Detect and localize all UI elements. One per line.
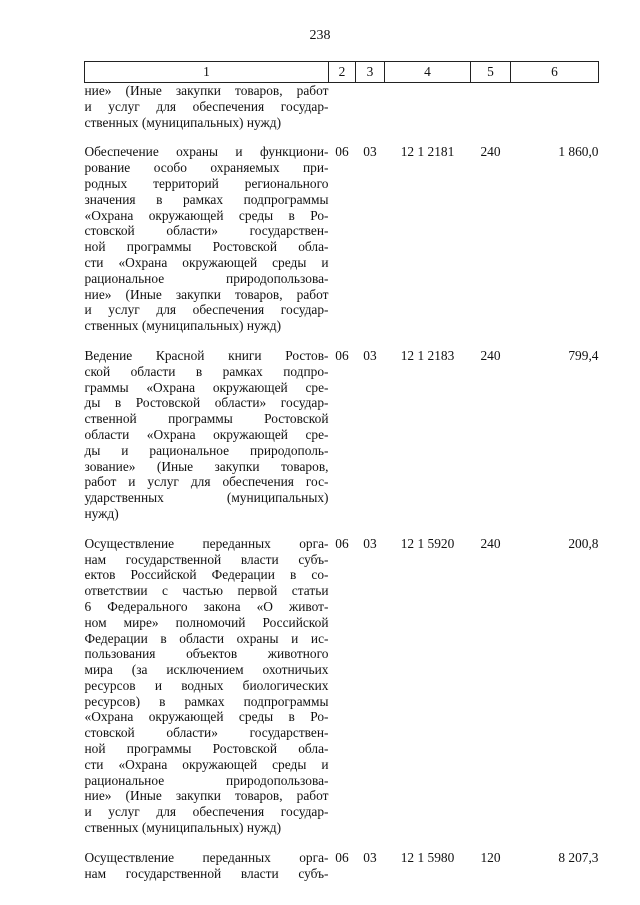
row-description: Обеспечение охраны и функциони- рование особо охраняемых при- родных территорий регионального значения в рамках подпрограммы «Охрана окружающей среды в Ро- стовской области» государствен- ной программы Ростовской обла- сти «Охрана окружающей среды и рациональное природопользова- ние» (Иные закупки товаров, работ и услуг для обеспечения государ- ственных (муниципальных) нужд) — [84, 144, 329, 334]
row-expense-type: 240 — [480, 535, 501, 551]
row-section: 06 — [335, 347, 349, 363]
page-number: 238 — [309, 28, 331, 43]
table-row — [85, 83, 599, 131]
row-description: Осуществление переданных орга- нам государственной власти субъ- ектов Российской Федерации в со- ответствии с частью первой статьи 6 Федерального закона «О живот- ном мире» полномочий Российской Федерации в области охраны и ис- пользования объектов животного мира (за исключением охотничьих ресурсов и водных биологических ресурсов) в рамках подпрограммы «Охрана окружающей среды в Ро- стовской области» государствен- ной программы Ростовской обла- сти «Охрана окружающей среды и рациональное природопользова- ние» (Иные закупки товаров, работ и услуг для обеспечения государ- ственных (муниципальных) нужд) — [84, 535, 329, 836]
col-header-3: 3 — [356, 62, 385, 83]
row-section: 06 — [335, 849, 349, 865]
row-section: 06 — [335, 535, 349, 551]
col-header-5: 5 — [471, 62, 511, 83]
col-header-2: 2 — [329, 62, 356, 83]
header-row — [85, 62, 599, 83]
row-description: ние» (Иные закупки товаров, работ и услуг для обеспечения государ- ственных (муниципальных) нужд) — [84, 83, 329, 130]
row-section: 06 — [335, 144, 349, 160]
row-target-article — [385, 83, 471, 131]
col-header-1: 1 — [85, 62, 329, 83]
table-row — [85, 536, 599, 836]
row-amount: 8 207,3 — [558, 849, 599, 865]
row-section — [329, 83, 356, 131]
row-subsection — [356, 83, 385, 131]
row-target-article: 12 1 5920 — [400, 535, 455, 551]
row-subsection: 03 — [363, 535, 377, 551]
col-header-4: 4 — [385, 62, 471, 83]
row-target-article: 12 1 2183 — [400, 347, 455, 363]
row-amount — [511, 83, 599, 131]
row-expense-type: 120 — [480, 849, 501, 865]
row-description: Осуществление переданных орга- нам государственной власти субъ- — [84, 849, 329, 881]
row-amount: 200,8 — [568, 535, 599, 551]
row-target-article: 12 1 2181 — [400, 144, 455, 160]
table-row — [85, 144, 599, 334]
row-subsection: 03 — [363, 144, 377, 160]
row-amount: 799,4 — [568, 347, 599, 363]
table-row — [85, 348, 599, 522]
row-expense-type: 240 — [480, 347, 501, 363]
row-amount: 1 860,0 — [558, 144, 599, 160]
row-subsection: 03 — [363, 849, 377, 865]
row-expense-type — [471, 83, 511, 131]
row-subsection: 03 — [363, 347, 377, 363]
row-target-article: 12 1 5980 — [400, 849, 455, 865]
col-header-6: 6 — [511, 62, 599, 83]
row-description: Ведение Красной книги Ростов- ской области в рамках подпро- граммы «Охрана окружающей сре- ды в Ростовской области» государ- ственной программы Ростовской области «Охрана окружающей сре- ды и рациональное природополь- зование» (Иные закупки товаров, работ и услуг для обеспечения гос- ударственных (муниципальных) нужд) — [84, 347, 329, 521]
row-expense-type: 240 — [480, 144, 501, 160]
table-row — [85, 850, 599, 882]
budget-table — [84, 61, 599, 881]
